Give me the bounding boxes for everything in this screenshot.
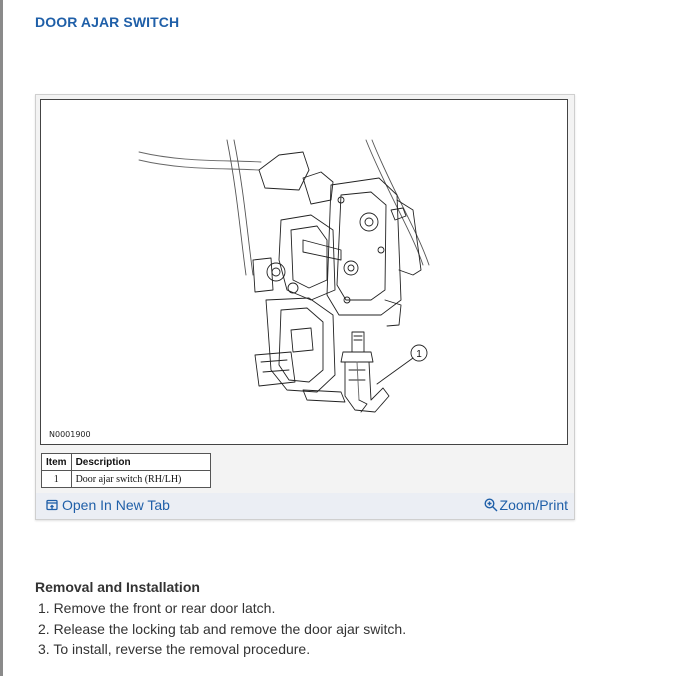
legend-header-row bbox=[42, 454, 211, 471]
open-in-new-tab-label: Open In New Tab bbox=[62, 497, 170, 513]
zoom-print-link[interactable] bbox=[484, 497, 568, 515]
procedure-steps bbox=[38, 598, 406, 660]
open-in-new-tab-icon bbox=[46, 498, 58, 514]
legend-item-number: 1 bbox=[42, 471, 72, 488]
figure-id-label: N0001900 bbox=[49, 430, 91, 439]
open-in-new-tab-link[interactable] bbox=[46, 497, 170, 514]
list-item: 1. Remove the front or rear door latch. bbox=[38, 600, 276, 616]
legend-table bbox=[41, 453, 211, 488]
legend-header-description: Description bbox=[71, 454, 210, 471]
legend-header-item: Item bbox=[42, 454, 72, 471]
figure-container bbox=[35, 94, 575, 520]
list-item: 3. To install, reverse the removal procedure. bbox=[38, 641, 311, 657]
zoom-print-label: Zoom/Print bbox=[499, 497, 568, 513]
legend-item-description: Door ajar switch (RH/LH) bbox=[71, 471, 210, 488]
page-title: DOOR AJAR SWITCH bbox=[35, 14, 180, 30]
figure-footer bbox=[36, 493, 574, 519]
callout-1-label: 1 bbox=[416, 349, 422, 360]
illustration-frame bbox=[40, 99, 568, 445]
table-row bbox=[42, 471, 211, 488]
left-border-rule bbox=[0, 0, 3, 676]
section-heading: Removal and Installation bbox=[35, 579, 200, 595]
door-latch-illustration bbox=[41, 100, 567, 444]
list-item: 2. Release the locking tab and remove the door ajar switch. bbox=[38, 620, 407, 637]
zoom-icon bbox=[484, 498, 498, 515]
